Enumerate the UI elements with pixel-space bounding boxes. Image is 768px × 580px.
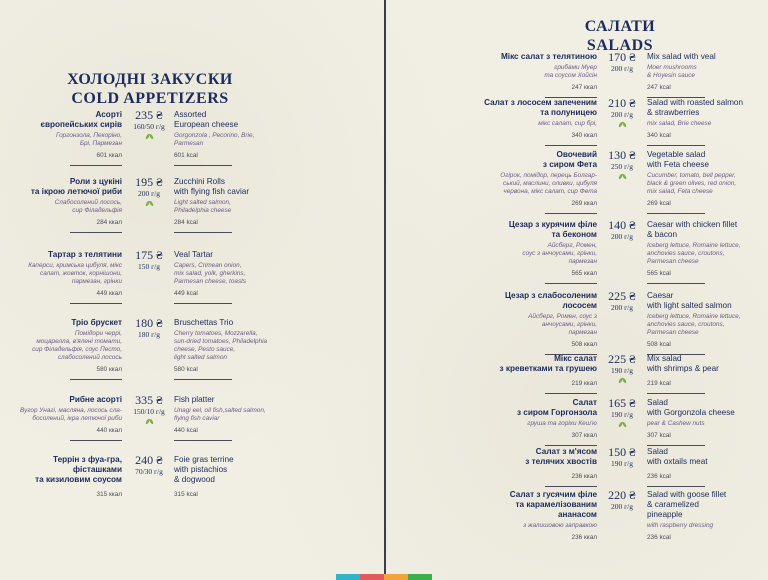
text-line: Unagi eel, oil fish,salted salmon, — [174, 407, 266, 414]
text-line: пармезан — [568, 258, 597, 265]
item-name-en — [647, 291, 757, 311]
separator-line — [174, 165, 232, 166]
item-name-ua — [10, 110, 122, 130]
text-line: anchovies sauce, croutons, — [647, 321, 725, 328]
item-kcal-ua: 440 ккал — [96, 427, 122, 434]
item-name-ua — [10, 455, 122, 485]
color-bar-segment — [384, 574, 408, 580]
text-line: анчоусами, грінки, — [541, 321, 597, 328]
text-line: with raspberry dressing — [647, 522, 714, 529]
item-name-en — [174, 318, 284, 328]
separator-line — [70, 440, 122, 441]
item-price: 235 ₴ — [135, 108, 163, 122]
text-line: груша та горіхи Кеш'ю — [527, 420, 597, 427]
item-kcal-en: 236 kcal — [647, 534, 671, 541]
text-line: Veal Tartar — [174, 250, 213, 259]
separator-line — [545, 145, 597, 146]
item-name-ua — [10, 318, 122, 328]
item-name-en — [647, 398, 757, 418]
item-name-en — [647, 150, 757, 170]
text-line: Тріо брускет — [71, 318, 122, 327]
item-name-ua — [462, 291, 597, 311]
text-line: Салат з лососем запеченим — [484, 98, 597, 107]
text-line: Parmesan cheese — [647, 329, 699, 336]
item-kcal-en: 315 kcal — [174, 491, 198, 498]
item-description-ua — [462, 64, 597, 80]
text-line: & strawberries — [647, 108, 700, 117]
text-line: та полуницею — [540, 108, 597, 117]
text-line: flying fish caviar — [174, 415, 220, 422]
text-line: & bacon — [647, 230, 678, 239]
text-line: мікс салат, сир брі, — [538, 120, 597, 127]
item-description-ua — [10, 262, 122, 286]
text-line: mix salad, Feta cheese — [647, 188, 713, 195]
item-name-en — [174, 177, 284, 197]
text-line: with flying fish caviar — [174, 187, 250, 196]
text-line: Огірок, помідор, перець Болгар- — [500, 172, 597, 179]
text-line: Fish platter — [174, 395, 215, 404]
text-line: та кизиловим соусом — [35, 475, 122, 484]
item-name-en — [174, 395, 284, 405]
item-description-en — [174, 132, 284, 148]
text-line: та беконом — [551, 230, 597, 239]
text-line: & dogwood — [174, 475, 215, 484]
text-line: Рибне асорті — [69, 395, 122, 404]
text-line: ананасом — [557, 510, 597, 519]
item-description-ua — [10, 132, 122, 148]
text-line: with Gorgonzola cheese — [647, 408, 735, 417]
separator-line — [545, 486, 597, 487]
item-weight: 190 г/g — [610, 459, 634, 468]
text-line: Salad — [647, 398, 668, 407]
item-description-en — [174, 262, 284, 286]
item-name-en — [647, 354, 757, 374]
item-kcal-ua: 449 ккал — [96, 290, 122, 297]
vegetarian-leaf-icon — [145, 418, 154, 425]
item-description-en — [647, 120, 757, 128]
section-title-en: COLD APPETIZERS — [71, 90, 229, 107]
text-line: Мікс салат — [554, 354, 597, 363]
section-title-ua: САЛАТИ — [584, 18, 656, 35]
item-name-en — [174, 455, 284, 485]
text-line: Vegetable salad — [647, 150, 706, 159]
text-line: та карамелізованим — [515, 500, 597, 509]
text-line: Salad with goose fillet — [647, 490, 727, 499]
text-line: Caesar with chicken fillet — [647, 220, 738, 229]
text-line: Parmesan cheese, toasts — [174, 278, 247, 285]
text-line: Parmesan cheese — [647, 258, 699, 265]
item-description-en — [647, 313, 757, 337]
text-line: Parmesan — [174, 140, 204, 147]
item-kcal-en: 508 kcal — [647, 341, 671, 348]
text-line: Philadelphia cheese — [174, 207, 232, 214]
item-description-ua — [10, 407, 122, 423]
text-line: Caesar — [647, 291, 674, 300]
text-line: салат, жовток, корнішони, — [40, 270, 122, 277]
item-name-en — [647, 490, 757, 520]
item-description-en — [174, 330, 284, 362]
text-line: та соусом Хойсін — [544, 72, 597, 79]
item-description-ua — [462, 420, 597, 428]
text-line: босолений, ікра летючої риби — [32, 415, 122, 422]
item-name-ua — [462, 490, 597, 520]
separator-line — [70, 303, 122, 304]
text-line: Каперси, кримська цибуля, мікс — [28, 262, 122, 269]
color-bar-segment — [408, 574, 432, 580]
text-line: сир Філадельфія, соус Песто, — [32, 346, 122, 353]
separator-line — [70, 232, 122, 233]
text-line: Вугор Унагі, масляна, лосось сла- — [19, 407, 122, 414]
text-line: Mix salad with veal — [647, 52, 716, 61]
separator-line — [545, 283, 597, 284]
text-line: Цезар з курячим філе — [508, 220, 597, 229]
item-kcal-en: 565 kcal — [647, 270, 671, 277]
separator-line — [70, 165, 122, 166]
item-kcal-ua: 284 ккал — [96, 219, 122, 226]
text-line: & caramelized — [647, 500, 699, 509]
item-kcal-en: 247 kcal — [647, 84, 671, 91]
text-line: Zucchini Rolls — [174, 177, 225, 186]
item-description-en — [174, 199, 284, 215]
separator-line — [647, 283, 705, 284]
text-line: слабосолений лосось — [57, 354, 122, 361]
separator-line — [545, 213, 597, 214]
item-kcal-ua: 315 ккал — [96, 491, 122, 498]
item-name-en — [647, 52, 757, 62]
separator-line — [174, 303, 232, 304]
separator-line — [647, 445, 705, 446]
text-line: black & green olives, red onion, — [647, 180, 737, 187]
text-line: Салат з м'ясом — [535, 447, 597, 456]
vegetarian-leaf-icon — [145, 200, 154, 207]
item-price: 150 ₴ — [608, 445, 636, 459]
item-description-ua — [462, 172, 597, 196]
item-kcal-ua: 340 ккал — [571, 132, 597, 139]
text-line: з сиром Горгонзола — [516, 408, 597, 417]
text-line: Айсберг, Ромен, — [547, 242, 597, 249]
text-line: Слабосолений лосось, — [54, 199, 122, 206]
item-kcal-en: 236 kcal — [647, 473, 671, 480]
text-line: Iceberg lettuce, Romaine lettuce, — [647, 313, 741, 320]
text-line: with pistachios — [174, 465, 228, 474]
item-description-en — [647, 242, 757, 266]
vegetarian-leaf-icon — [145, 133, 154, 140]
text-line: with Feta cheese — [647, 160, 709, 169]
item-kcal-en: 307 kcal — [647, 432, 671, 439]
item-name-ua — [462, 150, 597, 170]
item-name-ua — [462, 52, 597, 62]
text-line: Террін з фуа-гра, — [52, 455, 122, 464]
vegetarian-leaf-icon — [618, 421, 627, 428]
text-line: pear & Cashew nuts — [647, 420, 705, 427]
text-line: фісташками — [72, 465, 122, 474]
text-line: Мікс салат з телятиною — [500, 52, 597, 61]
text-line: Айсберг, Ромен, соус з — [528, 313, 597, 320]
text-line: з креветками та грушею — [499, 364, 597, 373]
text-line: з сиром Фета — [542, 160, 597, 169]
section-title-cold — [60, 70, 240, 108]
item-description-ua — [10, 330, 122, 362]
separator-line — [545, 393, 597, 394]
text-line: anchovies sauce, croutons, — [647, 250, 725, 257]
item-kcal-ua: 236 ккал — [571, 534, 597, 541]
text-line: cheese, Pesto sauce, — [174, 346, 236, 353]
text-line: European cheese — [174, 120, 239, 129]
item-kcal-en: 219 kcal — [647, 380, 671, 387]
item-kcal-en: 269 kcal — [647, 200, 671, 207]
item-weight: 200 г/g — [610, 232, 634, 241]
separator-line — [647, 145, 705, 146]
color-bar-segment — [336, 574, 360, 580]
text-line: Цезар з слабосоленим — [504, 291, 597, 300]
item-weight: 190 г/g — [610, 410, 634, 419]
item-price: 165 ₴ — [608, 396, 636, 410]
item-weight: 160/50 г/g — [133, 122, 165, 131]
text-line: ський, маслини, оливки, цибуля — [503, 180, 597, 187]
text-line: pineapple — [647, 510, 683, 519]
text-line: Mix salad — [647, 354, 682, 363]
text-line: соус з анчоусами, грінки, — [522, 250, 597, 257]
item-weight: 200 г/g — [610, 64, 634, 73]
item-description-ua — [10, 199, 122, 215]
item-kcal-en: 284 kcal — [174, 219, 198, 226]
item-name-ua — [462, 354, 597, 374]
text-line: Salad with roasted salmon — [647, 98, 744, 107]
item-kcal-ua: 269 ккал — [571, 200, 597, 207]
item-weight: 190 г/g — [610, 366, 634, 375]
item-name-ua — [462, 398, 597, 418]
text-line: mix salad, Brie cheese — [647, 120, 712, 127]
text-line: Помідори черрі, — [74, 330, 122, 337]
item-weight: 150 г/g — [137, 262, 161, 271]
item-kcal-en: 580 kcal — [174, 366, 198, 373]
item-kcal-en: 440 kcal — [174, 427, 198, 434]
item-price: 180 ₴ — [135, 316, 163, 330]
vegetarian-leaf-icon — [618, 121, 627, 128]
item-description-ua — [462, 313, 597, 337]
text-line: mix salad, yolk, gherkins, — [174, 270, 246, 277]
item-name-ua — [10, 177, 122, 197]
section-title-ua: ХОЛОДНІ ЗАКУСКИ — [67, 71, 233, 88]
item-weight: 200 г/g — [610, 303, 634, 312]
text-line: Горгонзола, Пекоріно, — [56, 132, 122, 139]
item-name-en — [647, 98, 757, 118]
item-price: 225 ₴ — [608, 352, 636, 366]
item-price: 210 ₴ — [608, 96, 636, 110]
item-weight: 180 г/g — [137, 330, 161, 339]
item-kcal-ua: 307 ккал — [571, 432, 597, 439]
item-description-en — [647, 420, 757, 428]
item-name-ua — [10, 395, 122, 405]
separator-line — [70, 379, 122, 380]
item-weight: 200 г/g — [137, 189, 161, 198]
item-price: 140 ₴ — [608, 218, 636, 232]
item-description-ua — [462, 120, 597, 128]
text-line: Light salted salmon, — [174, 199, 231, 206]
color-bar-segment — [360, 574, 384, 580]
item-kcal-ua: 236 ккал — [571, 473, 597, 480]
text-line: Foie gras terrine — [174, 455, 234, 464]
text-line: Салат — [572, 398, 597, 407]
item-kcal-ua: 565 ккал — [571, 270, 597, 277]
text-line: Cherry tomatoes, Mozzarella, — [174, 330, 258, 337]
text-line: Assorted — [174, 110, 207, 119]
item-price: 220 ₴ — [608, 488, 636, 502]
text-line: червона, мікс салат, сир Фета — [503, 188, 597, 195]
text-line: з жалишовою заправкою — [523, 522, 597, 529]
item-price: 175 ₴ — [135, 248, 163, 262]
item-name-ua — [462, 98, 597, 118]
item-kcal-en: 601 kcal — [174, 152, 198, 159]
item-price: 130 ₴ — [608, 148, 636, 162]
item-name-en — [174, 110, 284, 130]
item-weight: 200 г/g — [610, 502, 634, 511]
vegetarian-leaf-icon — [618, 377, 627, 384]
item-kcal-ua: 219 ккал — [571, 380, 597, 387]
item-description-ua — [462, 242, 597, 266]
item-description-en — [647, 64, 757, 80]
item-description-ua — [462, 522, 597, 530]
text-line: лососем — [562, 301, 597, 310]
text-line: Роли з цукіні — [69, 177, 122, 186]
item-kcal-ua: 580 ккал — [96, 366, 122, 373]
page-divider — [384, 0, 386, 580]
item-name-ua — [462, 447, 597, 467]
item-price: 170 ₴ — [608, 50, 636, 64]
item-price: 195 ₴ — [135, 175, 163, 189]
text-line: light salted salmon — [174, 354, 227, 361]
separator-line — [647, 213, 705, 214]
text-line: with shrimps & pear — [647, 364, 719, 373]
separator-line — [174, 379, 232, 380]
text-line: з телячих хвостів — [525, 457, 597, 466]
item-name-ua — [462, 220, 597, 240]
section-title-en: SALADS — [586, 37, 654, 54]
item-price: 335 ₴ — [135, 393, 163, 407]
text-line: Capers, Crimean onion, — [174, 262, 242, 269]
item-weight: 200 г/g — [610, 110, 634, 119]
item-description-en — [647, 522, 757, 530]
item-price: 225 ₴ — [608, 289, 636, 303]
item-weight: 250 г/g — [610, 162, 634, 171]
text-line: грибами Муер — [554, 64, 597, 71]
text-line: Cucumber, tomato, bell pepper, — [647, 172, 736, 179]
text-line: with oxtails meat — [647, 457, 708, 466]
item-kcal-en: 449 kcal — [174, 290, 198, 297]
item-weight: 70/30 г/g — [135, 467, 163, 476]
item-name-en — [174, 250, 284, 260]
text-line: пармезан — [568, 329, 597, 336]
item-kcal-en: 340 kcal — [647, 132, 671, 139]
separator-line — [174, 232, 232, 233]
item-weight: 150/10 г/g — [133, 407, 165, 416]
text-line: Овочевий — [556, 150, 597, 159]
item-kcal-ua: 508 ккал — [571, 341, 597, 348]
separator-line — [174, 440, 232, 441]
text-line: європейських сирів — [40, 120, 122, 129]
text-line: Салат з гусячим філе — [509, 490, 597, 499]
vegetarian-leaf-icon — [618, 173, 627, 180]
text-line: Тартар з телятини — [48, 250, 122, 259]
item-price: 240 ₴ — [135, 453, 163, 467]
text-line: сир Філадельфія — [72, 207, 122, 214]
text-line: & Hoyesin sauce — [647, 72, 695, 79]
separator-line — [545, 445, 597, 446]
item-kcal-ua: 247 ккал — [571, 84, 597, 91]
text-line: Salad — [647, 447, 668, 456]
item-name-en — [647, 447, 757, 467]
text-line: sun-dried tomatoes, Philadelphia — [174, 338, 268, 345]
separator-line — [647, 486, 705, 487]
text-line: пармезан, грінки — [71, 278, 122, 285]
text-line: with light salted salmon — [647, 301, 732, 310]
text-line: Iceberg lettuce, Romaine lettuce, — [647, 242, 741, 249]
text-line: моцарелла, в'ялені томати, — [36, 338, 122, 345]
text-line: Moer mushrooms — [647, 64, 697, 71]
text-line: Асорті — [95, 110, 122, 119]
item-kcal-ua: 601 ккал — [96, 152, 122, 159]
text-line: Брі, Пармезан — [79, 140, 122, 147]
separator-line — [647, 393, 705, 394]
item-description-en — [174, 407, 284, 423]
item-description-en — [647, 172, 757, 196]
text-line: та ікрою летючої риби — [30, 187, 122, 196]
text-line: Bruschettas Trio — [174, 318, 234, 327]
item-name-en — [647, 220, 757, 240]
item-name-ua — [10, 250, 122, 260]
text-line: Gorgonzola , Pecorino, Brie, — [174, 132, 255, 139]
